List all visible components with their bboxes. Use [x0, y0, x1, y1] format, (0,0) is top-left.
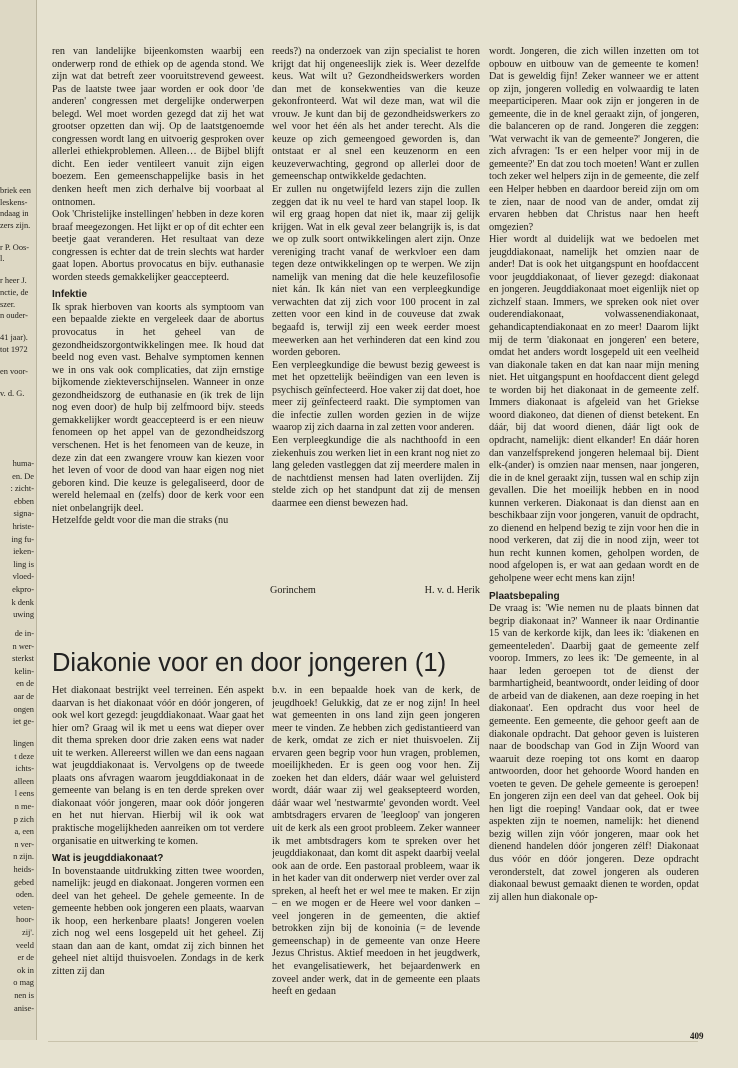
- margin-fragment: sterkst: [12, 654, 34, 664]
- paragraph: De vraag is: 'Wie nemen nu de plaats binnen dat begrip diakonaat in?' Wanneer ik naar Ordinantie 15 van de kerkorde kijk, dan lees ik: 'diakenen en gemeenteleden'. Daarbij gaat de gemeente zelf voorop. Immers, zo lees ik: 'De gemeente, in al haar leden geroepen tot de dienst der barmhartigheid, beantwoordt, onder leiding of door de arbeid van de diakenen, aan deze roeping in het diakonaat'. Een opdracht dus voor heel de gemeente. Een gemeente, die gehoor geeft aan de diakonale opdracht. Dat gehoor geven is luisteren naar de boodschap van God in Zijn Woord van waaruit deze roeping tot ons komt en daarop antwoorden, door het gehoorde Woord handen en voeten te geven. De gehele gemeente is geroepen! En jongeren zijn een deel van dat geheel. Ook bij hen ligt die roeping! Vandaar ook, dat er twee aspekten zijn te noemen, namelijk: het dienend bezig willen zijn vóór jongeren, maar ook het dienend handelen dóór jongeren zélf! Diakonaat dus vóór en dóór jongeren. Deze opdracht veronderstelt, dat zowel jongeren als ouderen diakonaal bewust gemaakt dienen te worden, opdat zij allen hun diakonale op-: [489, 603, 699, 903]
- margin-fragment: iet ge-: [12, 717, 34, 727]
- margin-fragment: leskens-: [0, 197, 28, 207]
- margin-fragment: n wer-: [12, 641, 34, 651]
- article2-col1-paragraphs: [52, 685, 264, 848]
- margin-fragment: oden.: [15, 890, 34, 900]
- margin-fragment: anise-: [14, 1003, 34, 1013]
- signature-place: Gorinchem: [270, 585, 316, 596]
- margin-fragment: er de: [17, 953, 34, 963]
- paragraph: Een verpleegkundige die als nachthoofd in een ziekenhuis zou werken liet in een krant nog niet zo lang geleden vastleggen dat zij meerdere malen in de nachtdienst mensen had laten overlijden. Zij stelde zich op het standpunt dat zij de mensen daarmee een dienst bewezen had.: [272, 434, 480, 509]
- margin-fragment: k denk: [11, 597, 34, 607]
- margin-fragment: 41 jaar).: [0, 333, 28, 343]
- col3-paragraphs: [489, 46, 699, 586]
- article2-col2-paragraphs: [272, 685, 480, 999]
- margin-fragment: n ver-: [14, 839, 34, 849]
- margin-fragment: ndaag in: [0, 209, 29, 219]
- col3b-paragraphs: [489, 603, 699, 904]
- article2-title: Diakonie voor en door jongeren (1): [52, 649, 447, 677]
- margin-fragment: nen is: [14, 991, 34, 1000]
- margin-fragment: aar de: [13, 692, 34, 701]
- margin-fragment: l eens: [14, 789, 34, 799]
- margin-fragment: en de: [16, 679, 34, 689]
- margin-fragment: szer.: [0, 299, 16, 309]
- margin-fragment: lingen: [13, 739, 34, 748]
- paragraph: b.v. in een bepaalde hoek van de kerk, de jeugdhoek! Gelukkig, dat ze er nog zijn! In heel wat gemeenten in ons land zijn geen jongeren meer te vinden. Ze hebben zich gedistantieerd van de kerk, omdat ze zich er niet thuisvoelen. Zij ervaren geen begrip voor hun vragen, problemen, moeilijkheden. Er is geen oog voor hen. Zij zoeken het dan elders, dáár waar wel geluisterd wordt, dáár waar zij wel geaksepteerd worden, dáár waar wel 'nestwarmte' gevonden wordt. Veel ambtsdragers ervaren de 'leegloop' van jongeren uit de kerk als een groot probleem. Zeker wanneer ik met ambtsdragers kom te spreken over het jeugddiakonaat, dan komt dit aspekt daarbij veelal ook aan de orde. Een pastoraal probleem, waar ik in het kader van dit onderwerp niet verder over zal spreken, al heeft het er wel mee te maken. Er zijn – en we mogen er de Heere wel voor danken – veel jongeren in de gemeenten, die aktief betrokken zijn bij de konoinia (= de levende gemeenschap) in de gemeente van onze Heere Jezus Christus. Aktief meedoen in het jeugdwerk, het evangelisatiewerk, het bejaardenwerk en zoveel ander werk, dat in de gemeente een plaats heeft en gedaan: [272, 685, 480, 998]
- margin-fragment: v. d. G.: [0, 388, 25, 398]
- margin-fragment: r P. Oos-: [0, 242, 30, 252]
- section-heading-jeugddiakonaat: Wat is jeugddiakonaat?: [52, 853, 164, 865]
- margin-fragment: huma-: [12, 459, 34, 468]
- margin-fragment: tot 1972: [0, 344, 28, 354]
- paragraph: Ook 'Christelijke instellingen' hebben in deze koren braaf meegezongen. Het lijkt er op of dit echter een beetje gaat veranderen. Het resultaat van deze congressen is echter dat de trein slechts wat harder gaat lopen. Abortus provocatus en bijv. euthanasie worden steeds gemakkelijker geaccepteerd.: [52, 209, 264, 283]
- paragraph: Hetzelfde geldt voor die man die straks (nu: [52, 515, 229, 527]
- margin-fragment: veeld: [15, 940, 34, 950]
- margin-fragment: ongen: [13, 704, 34, 714]
- margin-fragment: en voor-: [0, 366, 28, 376]
- article1-column2: [272, 46, 480, 578]
- article2-column2: [272, 685, 480, 1037]
- margin-fragment: heids-: [13, 865, 34, 874]
- paragraph: In bovenstaande uitdrukking zitten twee woorden, namelijk: jeugd en diakonaat. Jongeren vormen een deel van het geheel. De gehele gemeente. In de gemeente hebben ook jongeren een plaats, waarvan ik hoop, een herkenbare plaats! Jongeren voelen zich nog wel eens losgepeld uit het geheel. Zij staan dan aan de kant, omdat zij zich binnen het geheel niet altijd thuisvoelen. Zondags in de kerk zitten zij dan: [52, 865, 264, 978]
- margin-fragment: l.: [0, 254, 5, 264]
- margin-fragment: hriste-: [12, 522, 34, 531]
- article2-col1b-paragraphs: [52, 866, 264, 979]
- margin-fragment: p zich: [13, 814, 34, 824]
- margin-fragment: ekpro-: [12, 585, 34, 594]
- article2-column1: [52, 685, 264, 1037]
- paragraph: Het diakonaat bestrijkt veel terreinen. Eén aspekt daarvan is het diakonaat vóór en dóór jongeren, of ook wel kort gezegd: jeugddiakonaat. Waar gaat het hier om? Graag wil ik met u eens wat dieper over dit thema spreken door drie zaken eens wat nader uit te werken. Allereerst willen we dan eens nagaan wat jeugddiakonaat is. Vervolgens op de tweede plaats ons afvragen waarom jeugddiakonaat in de gemeente van belang is en ten derde spreken over diakonaat vóór jongeren, maar ook dóór jongeren en het nut hiervan. Hierbij wil ik ook wat praktische mogelijkheden aanreiken om tot verdere organisatie en uitwerking te komen.: [52, 685, 264, 847]
- margin-fragment: n me-: [14, 802, 34, 811]
- margin-fragment: t deze: [14, 751, 34, 761]
- section-heading-plaatsbepaling: Plaatsbepaling: [489, 590, 560, 602]
- margin-fragment: ok in: [17, 965, 34, 975]
- margin-fragment: alleen: [14, 776, 34, 786]
- margin-fragment: vloed-: [12, 572, 34, 582]
- paragraph: reeds?) na onderzoek van zijn specialist te horen krijgt dat hij ongeneeslijk ziek is. Weer dezelfde keus. Wat wilt u? Gezondheidswerkers worden dan met de konsekwenties van die keuze gekonfronteerd. Wat wil deze man, wat wil die vrouw. Je kunt dan bij de gezondheidswerkers zo wel voor het één als het ander terecht. Als die keuze op zich gemeengoed geworden is, dan ontstaat er al snel een keuzenorm en een keuzeverwachting, gegrond op allerlei door de gemeenschap ontwikkelde gedachten.: [272, 46, 480, 183]
- margin-fragment: ebben: [14, 496, 34, 506]
- margin-fragment: briek een: [0, 186, 31, 195]
- margin-fragment: r heer J.: [0, 276, 27, 286]
- signature-author: H. v. d. Herik: [424, 585, 480, 596]
- bottom-rule: [48, 1041, 698, 1042]
- margin-fragment: signa-: [13, 509, 34, 519]
- margin-fragment: de in-: [14, 629, 34, 638]
- paragraph: ren van landelijke bijeenkomsten waarbij een onderwerp rond de ethiek op de agenda stond. We zijn wat dat betreft zeer vooruitstrevend geweest. Pas de laatste twee jaar worden er ook door 'de anderen' congressen met dergelijke onderwerpen belegd. Wel moet worden gezegd dat zij het wat grootser opzetten dan wij. Op de laatstgenoemde congressen wordt lang en uitvoerig gesproken over allerlei ethiekproblemen. Alleen… de Bijbel blijft dicht. Een ieder ventileert vanuit zijn eigen boezem. Een gemeenschappelijke basis in het denken heeft men zich derhalve bij voorbaat al ontnomen.: [52, 46, 264, 208]
- margin-fragment: ing fu-: [11, 534, 34, 544]
- paragraph: wordt. Jongeren, die zich willen inzetten om tot opbouw en uitbouw van de gemeente te komen! Dat is geweldig fijn! Zeker wanneer we er attent op zijn, jongeren volledig en volwaardig te laten meeparticiperen. Maar ook zijn er jongeren in de gemeente, die in de knel geraakt zijn, of jongeren, die balanceren op de rand. Jongeren die zeggen: 'Wat verwacht ik van de gemeente?' Jongeren, die zich afvragen: 'Is er een helper voor mij in de gemeente?' En dat zou toch moeten! Want er zullen toch zeker wel helpers zijn in de gemeente, die zelf een Helper hebben en daardoor bereid zijn om om te zien, naar de nood van de ander, omdat zij ervaren hebben dat Christus naar hen heeft omgezien?: [489, 46, 699, 233]
- article1-col1-paragraphs: [52, 46, 264, 284]
- margin-fragment: : zicht-: [10, 484, 34, 494]
- margin-fragment: nctie, de: [0, 288, 29, 297]
- article1-col1b-paragraphs: [52, 302, 264, 528]
- margin-fragment: ieken-: [13, 547, 34, 557]
- right-column: [489, 46, 699, 1031]
- paragraph: Hier wordt al duidelijk wat we bedoelen met jeugddiakonaat, namelijk het omzien naar de ander! Dat is ook het uitgangspunt en hoofdaccent voor jeugddiakonaat, of liever gezegd: diakonaat en jongeren. Jeugddiakonaat moet eigenlijk niet op zichzelf staan. Immers, we spreken ook niet over ouderendiakonaat, volwassenendiakonaat, gehandicaptendiakonaat en zo meer! Daarom lijkt mij de term 'diakonaat en jongeren' een betere, omdat het anders wordt losgepeld uit een veelheid van diakonale taken en dat kan naar mijn mening niet. Het uitgangspunt en hoofdaccent dient gelegd te worden bij het diakonaat in de gemeente zelf. Immers diakonaat is afgeleid van het Griekse woord diakoneo, dat dienen of dienst betekent. En dáár, bij dat woord dienen, dáár ligt ook de opdracht, namelijk: dient elkander! En dáár horen dan vanzelfsprekend jongeren helemaal bij. Dient elk-(ander) is omzien naar mensen, naar jongeren, die in de knel geraakt zijn, tussen wal en schip zijn gevallen. Die het moeilijk hebben en in nood kunnen verkeren. Diakonaat is dan dienst aan en beschikbaar zijn voor jongeren, vanuit de opdracht, zo dienend en helpend bezig te zijn voor hen die in nood verkeren, dat zij die in nood zijn, weer tot hun recht kunnen komen, geholpen worden, de nood afgelopen is, er wat aan gedaan wordt en de geholpene weer echt mens kan zijn!: [489, 234, 699, 584]
- article1-col2-paragraphs: [272, 46, 480, 510]
- section-heading-infektie: Infektie: [52, 289, 88, 301]
- margin-fragment: zij'.: [22, 928, 34, 937]
- article1-column1: [52, 46, 264, 642]
- margin-fragment: ichts-: [15, 764, 34, 774]
- previous-page-margin: [0, 0, 37, 1040]
- margin-fragment: n zijn.: [13, 852, 34, 862]
- margin-fragment: ling is: [13, 559, 34, 569]
- margin-fragment: uwing: [13, 610, 34, 620]
- margin-fragment: n ouder-: [0, 311, 28, 321]
- paragraph: Ik sprak hierboven van koorts als symptoom van een bepaalde ziekte en vergeleek daar de abortus provocatus in het geheel van de gezondheidszorgontwikkelingen mee. Ik houd dat beeld nog even vast. Behalve symptomen kennen we in ons vak ook complicaties, dat zijn ernstige bijkomende ziekteverschijnselen. Wanneer in onze gezondheidszorg de euthanasie en (ik trek de lijn nog even door) de hulp bij zelfmoord bijv. steeds gemakkelijker wordt geaccepteerd is er een nieuw fenomeen op het appel van de gezondheidszorg verschenen. Het is het fenomeen van de keuze, in deze zin dat een zwangere vrouw kan kiezen voor het leven of voor de dood van haar eigen nog niet geboren kind. Die keuze is gelegaliseerd, door de wereld helemaal en (zelfs) door de kerk voor een niet onbelangrijk deel.: [52, 301, 264, 514]
- margin-fragment: veten-: [13, 902, 34, 912]
- margin-fragment: a, een: [14, 827, 34, 837]
- margin-fragment: zers zijn.: [0, 220, 31, 230]
- page-number: 409: [690, 1031, 704, 1041]
- margin-fragment: gebed: [14, 877, 34, 887]
- margin-fragment: o mag: [13, 978, 34, 988]
- paragraph: Er zullen nu ongetwijfeld lezers zijn die zullen zeggen dat ik nu veel te hard van stapel loop. Ik wil erg graag hopen dat niet ik, maar zij gelijk krijgen. Wat in elk geval zeer belangrijk is, is dat we op zulk soort ontwikkelingen alert zijn. Onze vereniging tracht vanaf de werkvloer een dam tegen deze ontwikkelingen op te werpen. We zijn namelijk van mening dat die hele keuzefilosofie niet kán. Ik kán niet van een verpleegkundige verwachten dat zij zich voor 100 procent in zal zetten voor een kind in de couveuse dat zwak begaafd is, terwijl zij een week eerder moest meewerken aan het verhinderen dat een kind zou worden geboren.: [272, 184, 480, 359]
- margin-fragment: kelin-: [14, 666, 34, 676]
- paragraph: Een verpleegkundige die bewust bezig geweest is met het opzettelijk beëindigen van een leven is psychisch geïnfecteerd. Hoe vaker zij dat doet, hoe meer zij geïnfecteerd raakt. Die symptomen van die infectie zullen worden gezien in de wijze waarop zij zich daarna in zal zetten voor anderen.: [272, 359, 480, 434]
- margin-fragment: hoor-: [16, 915, 34, 925]
- margin-fragment: en. De: [12, 471, 34, 481]
